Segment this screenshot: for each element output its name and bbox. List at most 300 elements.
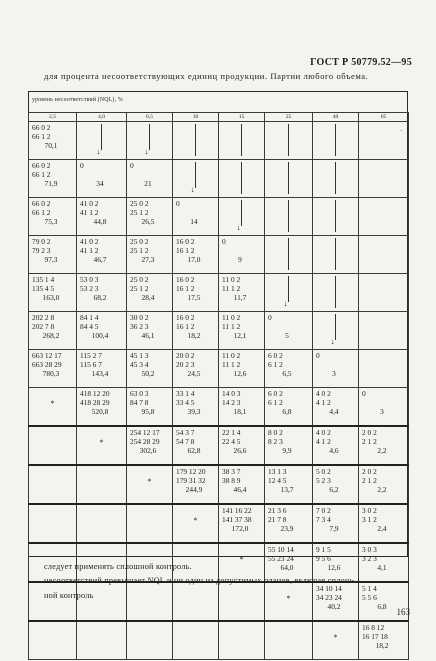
plan-line: 7 3 4 (316, 515, 331, 524)
plan-line: 202 2 8 (32, 313, 55, 322)
table-cell (359, 274, 409, 312)
plan-line: 36 2 3 (130, 322, 149, 331)
plan-line: 5 5 6 (362, 593, 377, 602)
table-cell (77, 122, 127, 160)
plan-line: 25 1 2 (130, 284, 149, 293)
plan-line: 254 28 29 (130, 437, 160, 446)
plan-line: 179 12 20 (176, 467, 206, 476)
sampling-plan-entry (313, 466, 358, 494)
nql-value: 4,6 (329, 446, 339, 455)
table-cell (127, 198, 173, 236)
plan-line: 16 1 2 (176, 246, 195, 255)
vertical-line-icon (331, 124, 341, 156)
plan-line: 54 3 7 (176, 428, 195, 437)
table-cell (219, 388, 265, 427)
table-cell (219, 312, 265, 350)
sampling-plan-entry (29, 198, 76, 226)
table-row (29, 582, 409, 621)
table-cell (173, 198, 219, 236)
sampling-plan-entry (77, 312, 126, 340)
nql-value: 6,8 (282, 407, 292, 416)
sampling-plan-entry (29, 274, 76, 302)
table-cell (265, 621, 313, 660)
plan-line: 79 2 3 (32, 246, 51, 255)
zero-sample: 0 (222, 237, 226, 246)
table-cell (173, 312, 219, 350)
vertical-line-icon (284, 124, 294, 156)
plan-line: 16 0 2 (176, 313, 195, 322)
nql-value: 23,9 (280, 524, 294, 533)
table-row (29, 198, 409, 236)
nql-value: 17,5 (187, 293, 201, 302)
table-cell (359, 426, 409, 465)
nql-value: 172,0 (231, 524, 249, 533)
table-cell (173, 236, 219, 274)
plan-line: 5 0 2 (316, 467, 331, 476)
nql-value: 18,2 (187, 331, 201, 340)
page-number: 163 (396, 607, 410, 617)
table-row (29, 621, 409, 660)
table-cell (29, 465, 77, 504)
footnote-line-3: ной контроль (44, 591, 94, 600)
table-cell (77, 312, 127, 350)
plan-line: 2 0 2 (362, 428, 377, 437)
table-cell (29, 621, 77, 660)
nql-value: 6,5 (282, 369, 292, 378)
plan-line: 79 0 2 (32, 237, 51, 246)
table-cell (127, 582, 173, 621)
full-inspection-mark: * (333, 633, 338, 642)
table-cell (219, 274, 265, 312)
sampling-plan-entry (127, 198, 172, 226)
plan-line: 9 1 5 (316, 545, 331, 554)
nql-value: 64,0 (280, 563, 294, 572)
plan-line: 16 17 18 (362, 632, 388, 641)
table-cell (265, 388, 313, 427)
table-cell (77, 621, 127, 660)
plan-line: 11 0 2 (222, 313, 241, 322)
table-cell (77, 198, 127, 236)
table-cell (77, 465, 127, 504)
column-header: 40 (313, 113, 359, 122)
plan-line: 38 8 9 (222, 476, 241, 485)
nql-value: 18,1 (233, 407, 247, 416)
plan-line: 41 1 2 (80, 246, 99, 255)
column-header: 15 (219, 113, 265, 122)
table-cell (219, 160, 265, 198)
plan-line: 16 0 2 (176, 275, 195, 284)
plan-line: 11 1 2 (222, 360, 241, 369)
sampling-plan-entry (219, 312, 264, 340)
plan-line: 3 2 3 (362, 554, 377, 563)
zero-sample: 0 (362, 389, 366, 398)
sampling-plan-entry (29, 122, 76, 150)
plan-line: 141 16 22 (222, 506, 252, 515)
table-cell (359, 160, 409, 198)
table-cell (313, 426, 359, 465)
sampling-plan-entry (313, 388, 358, 416)
arrow-down-icon: ↓ (145, 124, 155, 156)
table-cell (29, 198, 77, 236)
table-cell (313, 582, 359, 621)
table-row (29, 312, 409, 350)
arrow-down-icon: ↓ (237, 200, 247, 232)
table-cell (29, 274, 77, 312)
nql-value: 302,6 (139, 446, 157, 455)
plan-line: 663 28 29 (32, 360, 62, 369)
table-cell (127, 426, 173, 465)
vertical-line-icon (237, 124, 247, 156)
plan-line: 2 0 2 (362, 467, 377, 476)
sampling-plan-entry (127, 388, 172, 416)
table-cell (77, 582, 127, 621)
table-cell (359, 350, 409, 388)
nql-value: 3 (380, 407, 384, 416)
table-cell (173, 160, 219, 198)
table-cell (173, 274, 219, 312)
table-cell (359, 504, 409, 543)
plan-line: 115 2 7 (80, 351, 102, 360)
nql-value: 13,7 (280, 485, 294, 494)
plan-line: 84 1 4 (80, 313, 99, 322)
table-cell (359, 621, 409, 660)
sampling-plan-entry (173, 312, 218, 340)
zero-sample: 0 (130, 161, 134, 170)
plan-line: 66 0 2 (32, 199, 51, 208)
full-inspection-mark: * (147, 477, 152, 486)
nql-value: 11,7 (233, 293, 247, 302)
table-row (29, 236, 409, 274)
sampling-plan-entry (265, 388, 312, 416)
plan-line: 11 1 2 (222, 322, 241, 331)
column-header: 2,5 (29, 113, 77, 122)
sampling-plan-entry (29, 350, 76, 378)
nql-value: 46,7 (93, 255, 107, 264)
sampling-plan-entry (265, 350, 312, 378)
sampling-plan-entry (219, 466, 264, 494)
plan-line: 3 0 3 (362, 545, 377, 554)
sampling-plan-entry (127, 427, 172, 455)
nql-value: 143,4 (91, 369, 109, 378)
sampling-plan-entry (77, 350, 126, 378)
sampling-plan-entry (29, 160, 76, 188)
column-header: 10 (173, 113, 219, 122)
nql-value: 9,9 (282, 446, 292, 455)
plan-line: 13 1 3 (268, 467, 287, 476)
plan-line: 4 1 2 (316, 398, 331, 407)
table-cell (77, 236, 127, 274)
sampling-plan-entry (173, 466, 218, 494)
plan-line: 3 1 2 (362, 515, 377, 524)
full-inspection-mark: * (239, 555, 244, 564)
table-cell (219, 198, 265, 236)
plan-line: 8 2 3 (268, 437, 283, 446)
plan-line: 41 1 2 (80, 208, 99, 217)
table-cell (29, 122, 77, 160)
vertical-line-icon (331, 276, 341, 308)
table-row (29, 350, 409, 388)
plan-line: 66 1 2 (32, 208, 51, 217)
vertical-line-icon (284, 238, 294, 270)
table-cell (127, 465, 173, 504)
table-row (29, 388, 409, 427)
nql-value: 244,9 (185, 485, 203, 494)
plan-line: 20 2 3 (176, 360, 195, 369)
nql-value: 7,9 (329, 524, 339, 533)
sampling-plan-entry (219, 350, 264, 378)
vertical-line-icon (331, 200, 341, 232)
plan-line: 4 1 2 (316, 437, 331, 446)
nql-value: 5 (285, 331, 289, 340)
vertical-line-icon (237, 162, 247, 194)
table-cell (313, 122, 359, 160)
plan-line: 2 1 2 (362, 437, 377, 446)
plan-line: 663 12 17 (32, 351, 62, 360)
table-cell (127, 504, 173, 543)
plan-line: 11 0 2 (222, 275, 241, 284)
plan-line: 66 1 2 (32, 132, 51, 141)
sampling-plan-entry (313, 505, 358, 533)
sampling-plan-entry (265, 505, 312, 533)
plan-line: 6 1 2 (268, 398, 283, 407)
plan-line: 33 4 5 (176, 398, 195, 407)
nql-value: 68,2 (93, 293, 107, 302)
column-header: 25 (265, 113, 313, 122)
sampling-plan-entry (173, 274, 218, 302)
table-cell (265, 426, 313, 465)
plan-line: 25 0 2 (130, 237, 149, 246)
table-cell (265, 274, 313, 312)
plan-line: 55 23 24 (268, 554, 294, 563)
plan-line: 66 0 2 (32, 123, 51, 132)
vertical-line-icon (284, 200, 294, 232)
plan-line: 25 0 2 (130, 199, 149, 208)
nql-value: 2,2 (377, 485, 387, 494)
plan-line: 55 10 14 (268, 545, 294, 554)
sampling-plan-entry (173, 350, 218, 378)
plan-line: 45 3 4 (130, 360, 149, 369)
plan-line: 7 0 2 (316, 506, 331, 515)
sampling-plan-entry (313, 544, 358, 572)
table-cell (127, 236, 173, 274)
zero-sample: 0 (268, 313, 272, 322)
nql-value: 26,5 (141, 217, 155, 226)
table-cell (359, 198, 409, 236)
nql-value: 40,2 (327, 602, 341, 611)
plan-line: 30 0 2 (130, 313, 149, 322)
plan-line: 14 0 3 (222, 389, 241, 398)
sampling-plan-entry (173, 388, 218, 416)
table-cell (29, 388, 77, 427)
sampling-plan-entry (265, 466, 312, 494)
nql-value: 3 (332, 369, 336, 378)
plan-line: 54 7 8 (176, 437, 195, 446)
sampling-plan-entry (77, 236, 126, 264)
vertical-line-icon (191, 124, 201, 156)
full-inspection-mark: * (50, 399, 55, 408)
plan-line: 34 10 14 (316, 584, 342, 593)
table-cell (265, 350, 313, 388)
table-cell (127, 312, 173, 350)
plan-line: 84 7 8 (130, 398, 149, 407)
sampling-plan-entry (219, 505, 264, 533)
plan-line: 141 37 38 (222, 515, 252, 524)
sampling-plan-entry (219, 274, 264, 302)
nql-value: 9 (238, 255, 242, 264)
table-cell (29, 504, 77, 543)
full-inspection-mark: * (99, 438, 104, 447)
table-row (29, 426, 409, 465)
table-cell (219, 122, 265, 160)
table-cell (77, 274, 127, 312)
nql-value: 780,3 (42, 369, 60, 378)
plan-line: 12 4 5 (268, 476, 287, 485)
nql-value: 12,1 (233, 331, 247, 340)
table-cell (127, 122, 173, 160)
table-cell (29, 582, 77, 621)
sampling-plan-entry (219, 427, 264, 455)
table-cell (265, 236, 313, 274)
table-cell (359, 388, 409, 427)
table-row (29, 504, 409, 543)
table-caption: уровень несоответствий (NQL), % (32, 97, 123, 103)
nql-value: 268,2 (42, 331, 60, 340)
nql-value: 50,2 (141, 369, 155, 378)
table-cell (173, 465, 219, 504)
plan-line: 11 0 2 (222, 351, 241, 360)
table-cell (265, 160, 313, 198)
dot-mark: . (400, 125, 402, 133)
table-cell (359, 122, 409, 160)
plan-line: 25 1 2 (130, 246, 149, 255)
table-cell (127, 350, 173, 388)
table-cell (313, 236, 359, 274)
plan-line: 16 1 2 (176, 322, 195, 331)
table-cell (77, 350, 127, 388)
table-cell (313, 465, 359, 504)
plan-line: 34 23 24 (316, 593, 342, 602)
nql-value: 75,3 (44, 217, 58, 226)
table-cell (173, 582, 219, 621)
plan-line: 16 1 2 (176, 284, 195, 293)
nql-value: 97,3 (44, 255, 58, 264)
table-cell (29, 350, 77, 388)
table-cell (29, 236, 77, 274)
sampling-plan-entry (359, 505, 408, 533)
table-cell (173, 122, 219, 160)
plan-line: 2 1 2 (362, 476, 377, 485)
plan-line: 6 1 2 (268, 360, 283, 369)
plan-line: 135 4 5 (32, 284, 55, 293)
table-row (29, 274, 409, 312)
plan-line: 254 12 17 (130, 428, 160, 437)
table-row (29, 122, 409, 160)
nql-value: 62,8 (187, 446, 201, 455)
footnote-line-2: несоответствий превышает NQL и ни один из допустимых планов, включая сплош- (44, 576, 355, 585)
sampling-plan-entry (77, 388, 126, 416)
plan-line: 4 0 2 (316, 389, 331, 398)
arrow-down-icon: ↓ (284, 276, 294, 308)
plan-line: 5 2 3 (316, 476, 331, 485)
plan-line: 53 2 3 (80, 284, 99, 293)
table-cell (359, 312, 409, 350)
plan-line: 3 0 2 (362, 506, 377, 515)
nql-value: 4,1 (377, 563, 387, 572)
table-cell (219, 621, 265, 660)
sampling-plan-entry (219, 388, 264, 416)
sampling-plan-entry (173, 427, 218, 455)
nql-value: 26,6 (233, 446, 247, 455)
table-cell (313, 504, 359, 543)
table-cell (127, 160, 173, 198)
vertical-line-icon (284, 162, 294, 194)
plan-line: 38 3 7 (222, 467, 241, 476)
plan-line: 179 31 32 (176, 476, 206, 485)
plan-line: 66 1 2 (32, 170, 51, 179)
full-inspection-mark: * (193, 516, 198, 525)
table-cell (359, 465, 409, 504)
full-inspection-mark: * (286, 594, 291, 603)
table-row (29, 160, 409, 198)
nql-value: 70,1 (44, 141, 58, 150)
table-cell (77, 504, 127, 543)
table-cell (313, 388, 359, 427)
table-cell (127, 621, 173, 660)
nql-value: 520,8 (91, 407, 109, 416)
table-cell (219, 350, 265, 388)
table-cell (77, 160, 127, 198)
table-cell (359, 543, 409, 582)
sampling-plan-entry (359, 622, 408, 650)
nql-value: 4,4 (329, 407, 339, 416)
nql-value: 14 (190, 217, 198, 226)
zero-sample: 0 (80, 161, 84, 170)
nql-value: 100,4 (91, 331, 109, 340)
plan-line: 45 1 3 (130, 351, 149, 360)
plan-line: 418 28 29 (80, 398, 110, 407)
nql-value: 17,0 (187, 255, 201, 264)
sampling-plan-entry (127, 350, 172, 378)
sampling-plan-entry (265, 427, 312, 455)
plan-line: 66 0 2 (32, 161, 51, 170)
table-cell (173, 388, 219, 427)
table-cell (173, 621, 219, 660)
arrow-down-icon: ↓ (191, 162, 201, 194)
column-header: 6,5 (127, 113, 173, 122)
nql-value: 71,9 (44, 179, 58, 188)
sampling-plan-entry (359, 544, 408, 572)
nql-value: 95,8 (141, 407, 155, 416)
plan-line: 41 0 2 (80, 237, 99, 246)
sampling-plan-entry (313, 427, 358, 455)
plan-line: 202 7 8 (32, 322, 55, 331)
nql-value: 6,2 (329, 485, 339, 494)
nql-value: 12,6 (327, 563, 341, 572)
table-cell (127, 388, 173, 427)
nql-value: 2,4 (377, 524, 387, 533)
table-cell (173, 426, 219, 465)
table-row (29, 465, 409, 504)
sampling-plan-entry (77, 274, 126, 302)
sampling-plan-entry (127, 274, 172, 302)
nql-value: 21 (144, 179, 152, 188)
nql-value: 46,4 (233, 485, 247, 494)
zero-sample: 0 (316, 351, 320, 360)
plan-line: 5 1 4 (362, 584, 377, 593)
table-cell (219, 236, 265, 274)
nql-value: 27,3 (141, 255, 155, 264)
column-header: 65 (359, 113, 409, 122)
